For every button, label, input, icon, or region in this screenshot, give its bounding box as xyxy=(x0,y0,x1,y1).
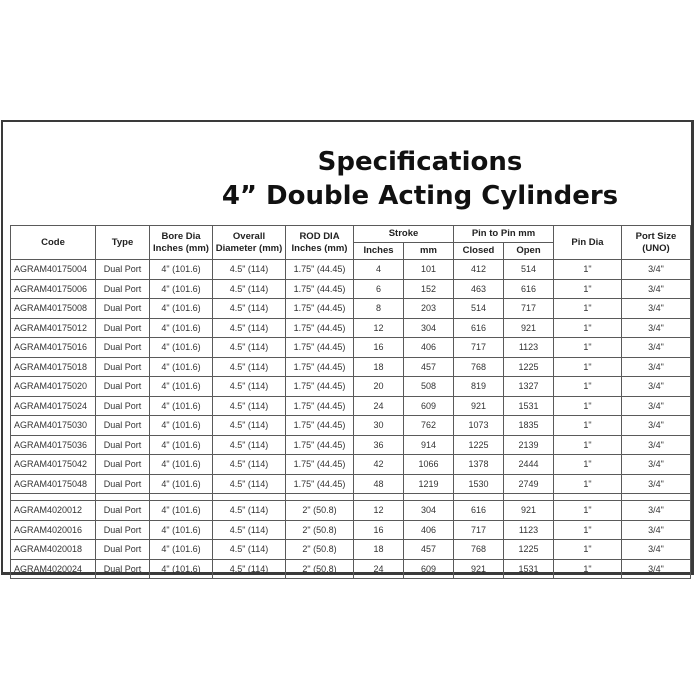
cell-type: Dual Port xyxy=(96,416,150,436)
spacer-cell xyxy=(554,494,622,501)
cell-stroke-in: 16 xyxy=(354,520,404,540)
table-row xyxy=(11,520,691,540)
cell-code: AGRAM4020016 xyxy=(11,520,96,540)
cell-type: Dual Port xyxy=(96,318,150,338)
cell-closed: 717 xyxy=(454,338,504,358)
cell-type: Dual Port xyxy=(96,396,150,416)
cell-closed: 514 xyxy=(454,299,504,319)
cell-port: 3/4" xyxy=(622,416,691,436)
cell-open: 2749 xyxy=(504,474,554,494)
cell-bore: 4" (101.6) xyxy=(150,279,213,299)
cell-type: Dual Port xyxy=(96,455,150,475)
cell-pin: 1" xyxy=(554,260,622,280)
cell-bore: 4" (101.6) xyxy=(150,559,213,579)
cell-type: Dual Port xyxy=(96,260,150,280)
spacer-cell xyxy=(286,494,354,501)
spacer-cell xyxy=(150,494,213,501)
cell-open: 1531 xyxy=(504,559,554,579)
cell-code: AGRAM4020012 xyxy=(11,501,96,521)
cell-closed: 1530 xyxy=(454,474,504,494)
cell-overall: 4.5" (114) xyxy=(213,501,286,521)
cell-closed: 717 xyxy=(454,520,504,540)
cell-open: 921 xyxy=(504,501,554,521)
cell-overall: 4.5" (114) xyxy=(213,318,286,338)
cell-stroke-in: 18 xyxy=(354,357,404,377)
cell-type: Dual Port xyxy=(96,501,150,521)
cell-bore: 4" (101.6) xyxy=(150,540,213,560)
col-rod-dia: ROD DIA Inches (mm) xyxy=(286,226,354,260)
spacer-cell xyxy=(11,494,96,501)
cell-stroke-mm: 406 xyxy=(404,338,454,358)
cell-port: 3/4" xyxy=(622,279,691,299)
cell-code: AGRAM4020024 xyxy=(11,559,96,579)
cell-code: AGRAM40175008 xyxy=(11,299,96,319)
cell-pin: 1" xyxy=(554,540,622,560)
cell-port: 3/4" xyxy=(622,455,691,475)
cell-overall: 4.5" (114) xyxy=(213,260,286,280)
header-row xyxy=(11,226,691,243)
cell-stroke-in: 48 xyxy=(354,474,404,494)
table-row xyxy=(11,559,691,579)
cell-stroke-in: 24 xyxy=(354,396,404,416)
cell-code: AGRAM4020018 xyxy=(11,540,96,560)
cell-stroke-mm: 1219 xyxy=(404,474,454,494)
cell-bore: 4" (101.6) xyxy=(150,501,213,521)
spacer-cell xyxy=(354,494,404,501)
cell-rod: 1.75" (44.45) xyxy=(286,318,354,338)
col-stroke-inches: Inches xyxy=(354,243,404,260)
cell-stroke-in: 6 xyxy=(354,279,404,299)
cell-overall: 4.5" (114) xyxy=(213,559,286,579)
cell-rod: 1.75" (44.45) xyxy=(286,260,354,280)
cell-pin: 1" xyxy=(554,455,622,475)
cell-bore: 4" (101.6) xyxy=(150,474,213,494)
cell-rod: 1.75" (44.45) xyxy=(286,474,354,494)
cell-port: 3/4" xyxy=(622,520,691,540)
cell-stroke-in: 30 xyxy=(354,416,404,436)
cell-closed: 1073 xyxy=(454,416,504,436)
cell-code: AGRAM40175018 xyxy=(11,357,96,377)
cell-pin: 1" xyxy=(554,559,622,579)
cell-pin: 1" xyxy=(554,357,622,377)
cell-open: 2139 xyxy=(504,435,554,455)
cell-bore: 4" (101.6) xyxy=(150,435,213,455)
cell-port: 3/4" xyxy=(622,559,691,579)
cell-rod: 2" (50.8) xyxy=(286,540,354,560)
cell-open: 1123 xyxy=(504,520,554,540)
cell-closed: 921 xyxy=(454,396,504,416)
cell-open: 2444 xyxy=(504,455,554,475)
cell-pin: 1" xyxy=(554,416,622,436)
spacer-cell xyxy=(213,494,286,501)
col-port-size: Port Size (UNO) xyxy=(622,226,691,260)
cell-pin: 1" xyxy=(554,520,622,540)
spacer-cell xyxy=(504,494,554,501)
cell-type: Dual Port xyxy=(96,279,150,299)
cell-pin: 1" xyxy=(554,377,622,397)
cell-code: AGRAM40175030 xyxy=(11,416,96,436)
cell-stroke-mm: 304 xyxy=(404,501,454,521)
cell-bore: 4" (101.6) xyxy=(150,396,213,416)
cell-code: AGRAM40175042 xyxy=(11,455,96,475)
cell-bore: 4" (101.6) xyxy=(150,299,213,319)
cell-stroke-in: 16 xyxy=(354,338,404,358)
table-row xyxy=(11,279,691,299)
cell-pin: 1" xyxy=(554,501,622,521)
cell-port: 3/4" xyxy=(622,396,691,416)
cell-stroke-mm: 762 xyxy=(404,416,454,436)
cell-pin: 1" xyxy=(554,338,622,358)
cell-rod: 1.75" (44.45) xyxy=(286,396,354,416)
cell-rod: 2" (50.8) xyxy=(286,501,354,521)
table-row xyxy=(11,299,691,319)
cell-stroke-in: 20 xyxy=(354,377,404,397)
cell-pin: 1" xyxy=(554,474,622,494)
cell-code: AGRAM40175016 xyxy=(11,338,96,358)
cell-pin: 1" xyxy=(554,318,622,338)
cell-stroke-mm: 406 xyxy=(404,520,454,540)
col-pin-dia: Pin Dia xyxy=(554,226,622,260)
cell-rod: 2" (50.8) xyxy=(286,520,354,540)
cell-stroke-mm: 304 xyxy=(404,318,454,338)
col-group-stroke: Stroke xyxy=(354,226,454,243)
cell-bore: 4" (101.6) xyxy=(150,318,213,338)
cell-overall: 4.5" (114) xyxy=(213,416,286,436)
cell-closed: 921 xyxy=(454,559,504,579)
cell-type: Dual Port xyxy=(96,559,150,579)
cell-bore: 4" (101.6) xyxy=(150,455,213,475)
table-row xyxy=(11,474,691,494)
cell-stroke-in: 36 xyxy=(354,435,404,455)
table-row xyxy=(11,357,691,377)
cell-open: 717 xyxy=(504,299,554,319)
table-row xyxy=(11,377,691,397)
cell-overall: 4.5" (114) xyxy=(213,520,286,540)
cell-stroke-mm: 609 xyxy=(404,559,454,579)
cell-overall: 4.5" (114) xyxy=(213,377,286,397)
cell-closed: 1378 xyxy=(454,455,504,475)
cell-overall: 4.5" (114) xyxy=(213,357,286,377)
cell-rod: 1.75" (44.45) xyxy=(286,455,354,475)
page-title: Specifications xyxy=(317,147,523,177)
cell-open: 1531 xyxy=(504,396,554,416)
cell-rod: 1.75" (44.45) xyxy=(286,299,354,319)
cell-port: 3/4" xyxy=(622,338,691,358)
cell-type: Dual Port xyxy=(96,299,150,319)
col-group-pin-to-pin: Pin to Pin mm xyxy=(454,226,554,243)
cell-stroke-mm: 457 xyxy=(404,357,454,377)
cell-port: 3/4" xyxy=(622,435,691,455)
cell-type: Dual Port xyxy=(96,520,150,540)
table-row xyxy=(11,416,691,436)
cell-open: 1123 xyxy=(504,338,554,358)
cell-overall: 4.5" (114) xyxy=(213,299,286,319)
cell-bore: 4" (101.6) xyxy=(150,416,213,436)
cell-stroke-mm: 203 xyxy=(404,299,454,319)
cell-stroke-mm: 101 xyxy=(404,260,454,280)
cell-stroke-mm: 457 xyxy=(404,540,454,560)
cell-rod: 1.75" (44.45) xyxy=(286,377,354,397)
cell-type: Dual Port xyxy=(96,357,150,377)
col-overall-diameter: Overall Diameter (mm) xyxy=(213,226,286,260)
cell-pin: 1" xyxy=(554,279,622,299)
cell-stroke-in: 24 xyxy=(354,559,404,579)
table-row xyxy=(11,435,691,455)
cell-stroke-in: 18 xyxy=(354,540,404,560)
col-type: Type xyxy=(96,226,150,260)
cell-rod: 1.75" (44.45) xyxy=(286,416,354,436)
cell-open: 1835 xyxy=(504,416,554,436)
cell-code: AGRAM40175024 xyxy=(11,396,96,416)
cell-code: AGRAM40175012 xyxy=(11,318,96,338)
cell-type: Dual Port xyxy=(96,435,150,455)
cell-rod: 1.75" (44.45) xyxy=(286,435,354,455)
cell-closed: 819 xyxy=(454,377,504,397)
cell-open: 1225 xyxy=(504,357,554,377)
cell-code: AGRAM40175036 xyxy=(11,435,96,455)
spacer-cell xyxy=(622,494,691,501)
table-row xyxy=(11,540,691,560)
cell-closed: 1225 xyxy=(454,435,504,455)
cell-bore: 4" (101.6) xyxy=(150,260,213,280)
cell-type: Dual Port xyxy=(96,338,150,358)
cell-pin: 1" xyxy=(554,435,622,455)
cell-port: 3/4" xyxy=(622,299,691,319)
cell-port: 3/4" xyxy=(622,474,691,494)
cell-stroke-mm: 1066 xyxy=(404,455,454,475)
table-row xyxy=(11,455,691,475)
cell-stroke-in: 8 xyxy=(354,299,404,319)
cell-port: 3/4" xyxy=(622,260,691,280)
table-row xyxy=(11,338,691,358)
cell-rod: 1.75" (44.45) xyxy=(286,279,354,299)
cell-type: Dual Port xyxy=(96,474,150,494)
cell-rod: 2" (50.8) xyxy=(286,559,354,579)
cell-overall: 4.5" (114) xyxy=(213,338,286,358)
cell-closed: 412 xyxy=(454,260,504,280)
table-row xyxy=(11,318,691,338)
page-subtitle: 4” Double Acting Cylinders xyxy=(221,181,619,211)
spacer-row xyxy=(11,494,691,501)
specifications-table xyxy=(10,225,691,579)
cell-stroke-in: 4 xyxy=(354,260,404,280)
cell-stroke-in: 12 xyxy=(354,501,404,521)
cell-code: AGRAM40175020 xyxy=(11,377,96,397)
table-body xyxy=(11,260,691,579)
cell-open: 514 xyxy=(504,260,554,280)
cell-type: Dual Port xyxy=(96,540,150,560)
cell-overall: 4.5" (114) xyxy=(213,435,286,455)
cell-closed: 463 xyxy=(454,279,504,299)
cell-code: AGRAM40175006 xyxy=(11,279,96,299)
cell-stroke-mm: 508 xyxy=(404,377,454,397)
cell-overall: 4.5" (114) xyxy=(213,396,286,416)
cell-code: AGRAM40175048 xyxy=(11,474,96,494)
cell-open: 1225 xyxy=(504,540,554,560)
cell-overall: 4.5" (114) xyxy=(213,455,286,475)
cell-bore: 4" (101.6) xyxy=(150,357,213,377)
cell-bore: 4" (101.6) xyxy=(150,377,213,397)
cell-open: 921 xyxy=(504,318,554,338)
cell-overall: 4.5" (114) xyxy=(213,279,286,299)
cell-overall: 4.5" (114) xyxy=(213,474,286,494)
spacer-cell xyxy=(96,494,150,501)
cell-stroke-mm: 609 xyxy=(404,396,454,416)
cell-stroke-mm: 914 xyxy=(404,435,454,455)
cell-stroke-in: 12 xyxy=(354,318,404,338)
cell-stroke-in: 42 xyxy=(354,455,404,475)
cell-rod: 1.75" (44.45) xyxy=(286,357,354,377)
spacer-cell xyxy=(404,494,454,501)
cell-open: 1327 xyxy=(504,377,554,397)
cell-port: 3/4" xyxy=(622,357,691,377)
spacer-cell xyxy=(454,494,504,501)
cell-code: AGRAM40175004 xyxy=(11,260,96,280)
col-code: Code xyxy=(11,226,96,260)
cell-bore: 4" (101.6) xyxy=(150,338,213,358)
table-row xyxy=(11,501,691,521)
col-open: Open xyxy=(504,243,554,260)
cell-overall: 4.5" (114) xyxy=(213,540,286,560)
cell-closed: 768 xyxy=(454,357,504,377)
cell-type: Dual Port xyxy=(96,377,150,397)
cell-closed: 616 xyxy=(454,318,504,338)
col-closed: Closed xyxy=(454,243,504,260)
cell-open: 616 xyxy=(504,279,554,299)
table-row xyxy=(11,396,691,416)
col-stroke-mm: mm xyxy=(404,243,454,260)
col-bore-dia: Bore Dia Inches (mm) xyxy=(150,226,213,260)
cell-port: 3/4" xyxy=(622,318,691,338)
cell-port: 3/4" xyxy=(622,540,691,560)
cell-port: 3/4" xyxy=(622,501,691,521)
cell-pin: 1" xyxy=(554,299,622,319)
cell-bore: 4" (101.6) xyxy=(150,520,213,540)
cell-rod: 1.75" (44.45) xyxy=(286,338,354,358)
cell-port: 3/4" xyxy=(622,377,691,397)
cell-stroke-mm: 152 xyxy=(404,279,454,299)
cell-closed: 768 xyxy=(454,540,504,560)
cell-closed: 616 xyxy=(454,501,504,521)
table-row xyxy=(11,260,691,280)
cell-pin: 1" xyxy=(554,396,622,416)
